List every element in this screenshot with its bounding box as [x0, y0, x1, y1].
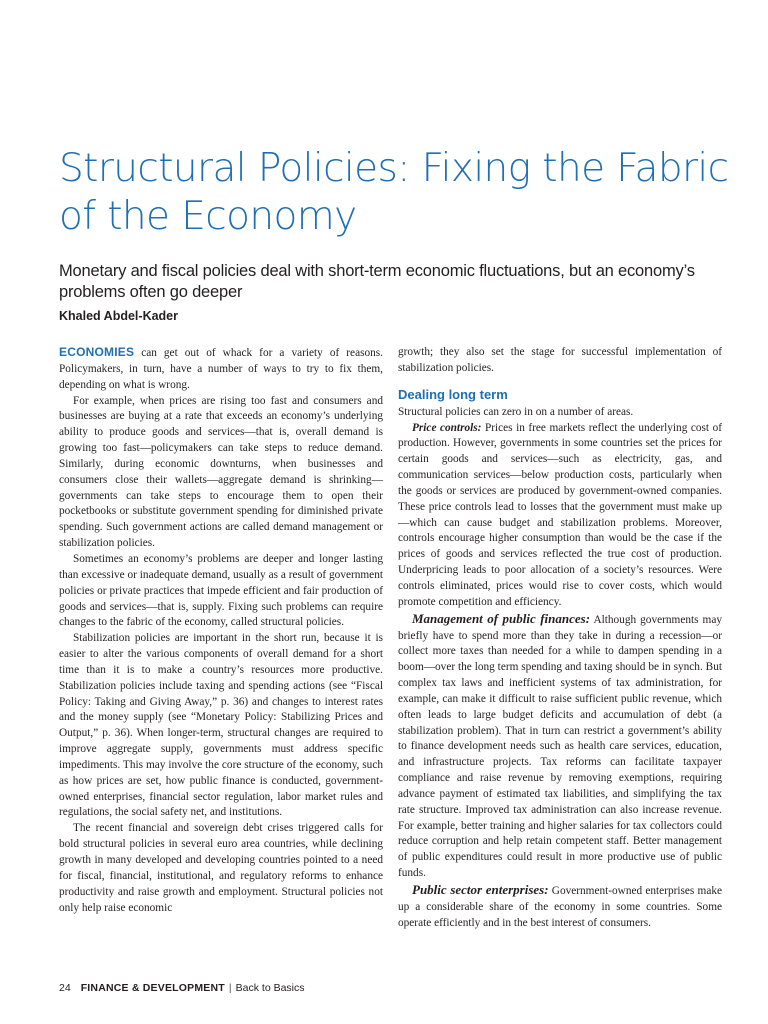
paragraph-text: can get out of whack for a variety of reasons. Policymakers, in turn, have a number of ways to try to fix them, depending on what is wrong.	[59, 347, 383, 391]
paragraph	[398, 611, 722, 882]
right-column	[398, 345, 722, 932]
paragraph: Structural policies can zero in on a number of areas.	[398, 405, 634, 418]
drop-in-word: ECONOMIES	[59, 345, 135, 359]
paragraph-text: Prices in free markets reflect the underlying cost of production. However, governments in some countries set the prices for certain goods and services—such as electricity, gas, and communication services—below production costs, particularly when the goods or services are produced by government-owned companies. These price controls lead to losses that the government must make up—which can cause budget and stabilization problems. Moreover, controls encourage higher consumption than would be the case if the prices of goods and services reflected the true cost of production. Underpricing leads to poor allocation of a society’s resources. Were controls eliminated, prices would rise to cover costs, which would promote competition and efficiency.	[398, 421, 723, 608]
paragraph-text: Government-owned enterprises make up a considerable share of the economy in some countries. Some operate efficiently and in the best interest of consumers.	[398, 885, 723, 929]
page-number: 24	[59, 982, 71, 994]
paragraph: Sometimes an economy’s problems are deeper and longer lasting than excessive or inadequate demand, usually as a result of government policies or private practices that impede efficient and fair production of goods and services—that is, supply. Fixing such problems can require changes to the fabric of the economy, called structural policies.	[59, 552, 383, 629]
paragraph	[398, 421, 722, 611]
paragraph: The recent financial and sovereign debt crises triggered calls for bold structural policies in several euro area countries, while declining growth in many developed and developing countries pointed to a need for fiscal, financial, institutional, and regulatory reforms to enhance productivity and raise growth and employment. Structural policies not only help raise economic	[59, 822, 383, 914]
run-in-heading: Public sector enterprises:	[412, 882, 549, 897]
footer-separator: |	[228, 982, 232, 994]
paragraph-text: Although governments may briefly have to spend more than they take in during a recession—or collect more taxes than needed for a while to dampen spending in a boom—over the long term spending and taxing should be in synch. But complex tax laws and inefficient systems of tax administration, for example, can make it difficult to raise sufficient public revenue, which often leads to large budget deficits and accumulation of debt (a stabilization problem). That in turn can restrict a government’s ability to finance development needs such as health care services, education, and infrastructure projects. Tax reforms can facilitate taxpayer compliance and raise revenue by removing exemptions, requiring advance payment of estimated tax liabilities, and simplifying the tax rate structure. Improved tax administration can also increase revenue. For example, better training and higher salaries for tax collectors could reduce corruption and help retain competent staff. Better management of public expenditures could result in more productive use of public funds.	[398, 613, 722, 880]
page-footer	[59, 982, 305, 994]
section-heading: Dealing long term	[398, 386, 508, 402]
paragraph: growth; they also set the stage for successful implementation of stabilization policies.	[398, 346, 722, 374]
section-name: Back to Basics	[235, 982, 305, 994]
paragraph	[59, 345, 383, 394]
author-byline: Khaled Abdel-Kader	[59, 309, 179, 323]
publication-name: FINANCE & DEVELOPMENT	[80, 982, 225, 994]
article-title: Structural Policies: Fixing the Fabric of the Economy	[59, 146, 729, 239]
run-in-heading: Management of public finances:	[412, 610, 591, 626]
run-in-heading: Price controls:	[412, 421, 482, 434]
paragraph	[398, 882, 722, 932]
article-deck: Monetary and fiscal policies deal with short-term economic fluctuations, but an economy’s problems often go deeper	[59, 262, 695, 301]
paragraph: For example, when prices are rising too fast and consumers and businesses are buying at a rate that exceeds an economy’s underlying ability to produce goods and services—that is, overall demand is growing too fast—policymakers can take steps to reduce demand. Similarly, during economic downturns, when businesses and consumers close their wallets—aggregate demand is shrinking—governments can take steps to encourage them to open their pocketbooks or substitute government spending for diminished private spending. Such government actions are called demand management or stabilization policies.	[59, 394, 383, 550]
left-column	[59, 345, 383, 916]
paragraph: Stabilization policies are important in the short run, because it is easier to alter the various components of overall demand for a short time than it is to make a country’s resources more productive. Stabilization policies include taxing and spending actions (see “Fiscal Policy: Taking and Giving Away,” p. 36) and changes to interest rates and the money supply (see “Monetary Policy: Stabilizing Prices and Output,” p. 36). When longer-term, structural changes are required to improve aggregate supply, governments must address specific impediments. This may involve the core structure of the economy, such as how prices are set, how public finance is conducted, government-owned enterprises, financial sector regulation, labor market rules and regulations, the social safety net, and institutions.	[59, 632, 383, 819]
